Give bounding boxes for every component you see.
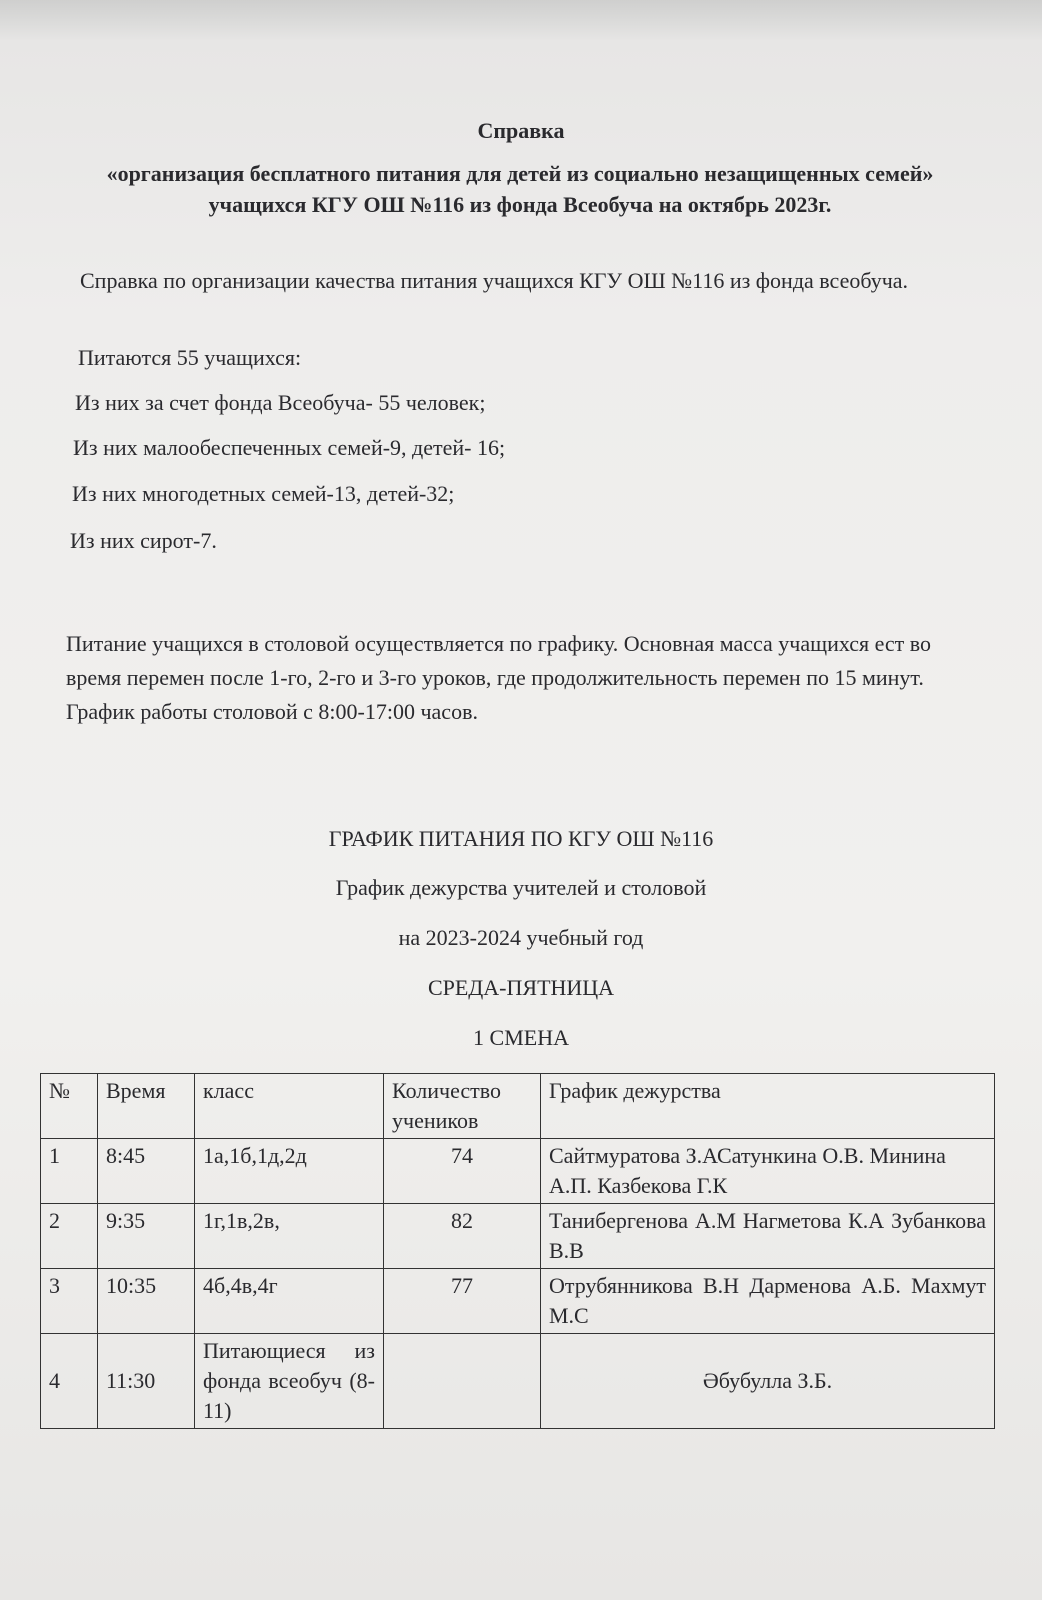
header-duty: График дежурства [541, 1074, 995, 1139]
header-number: № [41, 1074, 98, 1139]
schedule-paragraph: Питание учащихся в столовой осуществляется по графику. Основная масса учащихся ест во время перемен после 1-го, 2-го и 3-го уроков, где продолжительность перемен по 15 минут. График работы столовой с 8:00-17:00 часов. [66, 631, 932, 724]
stat-line: Из них сирот-7. [70, 528, 217, 553]
header-time: Время [98, 1074, 195, 1139]
paper-edge [0, 0, 1042, 40]
stat-line: Питаются 55 учащихся: [78, 345, 302, 370]
intro-paragraph: Справка по организации качества питания учащихся КГУ ОШ №116 из фонда всеобуча. [80, 268, 909, 293]
schedule-table [40, 1073, 995, 1429]
document-subtitle: «организация бесплатного питания для детей из социально незащищенных семей» учащихся КГУ ОШ №116 из фонда Всеобуча на октябрь 2023г. [106, 161, 934, 217]
row-time: 11:30 [98, 1334, 195, 1429]
table-row [41, 1334, 995, 1429]
row-duty: Отрубянникова В.Н Дарменова А.Б. Махмут М.С [541, 1269, 995, 1334]
row-duty: Сайтмуратова З.АСатункина О.В. Минина А.П. Казбекова Г.К [541, 1139, 995, 1204]
shift-label: 1 СМЕНА [473, 1025, 569, 1050]
row-count: 82 [384, 1204, 541, 1269]
document-title: Справка [477, 118, 565, 143]
schedule-subheading: График дежурства учителей и столовой [335, 875, 707, 900]
row-count: 77 [384, 1269, 541, 1334]
schedule-heading: ГРАФИК ПИТАНИЯ ПО КГУ ОШ №116 [328, 826, 714, 851]
row-count [384, 1334, 541, 1429]
row-time: 9:35 [98, 1204, 195, 1269]
row-class: Питающиеся из фонда всеобуч (8-11) [195, 1334, 384, 1429]
table-row [41, 1269, 995, 1334]
table-row [41, 1204, 995, 1269]
row-number: 1 [41, 1139, 98, 1204]
row-number: 4 [41, 1334, 98, 1429]
row-class: 1г,1в,2в, [195, 1204, 384, 1269]
row-duty: Әбубулла З.Б. [541, 1334, 995, 1429]
weekdays: СРЕДА-ПЯТНИЦА [427, 975, 615, 1000]
row-time: 8:45 [98, 1139, 195, 1204]
row-number: 2 [41, 1204, 98, 1269]
row-duty: Танибергенова А.М Нагметова К.А Зубанкова В.В [541, 1204, 995, 1269]
header-count: Количество учеников [384, 1074, 541, 1139]
table-row [41, 1139, 995, 1204]
header-class: класс [195, 1074, 384, 1139]
stat-line: Из них за счет фонда Всеобуча- 55 человек; [75, 390, 486, 415]
row-class: 1а,1б,1д,2д [195, 1139, 384, 1204]
stat-line: Из них малообеспеченных семей-9, детей- 16; [73, 435, 506, 460]
table-header-row [41, 1074, 995, 1139]
school-year: на 2023-2024 учебный год [398, 925, 644, 950]
row-time: 10:35 [98, 1269, 195, 1334]
row-count: 74 [384, 1139, 541, 1204]
stat-line: Из них многодетных семей-13, детей-32; [72, 481, 455, 506]
row-number: 3 [41, 1269, 98, 1334]
row-class: 4б,4в,4г [195, 1269, 384, 1334]
